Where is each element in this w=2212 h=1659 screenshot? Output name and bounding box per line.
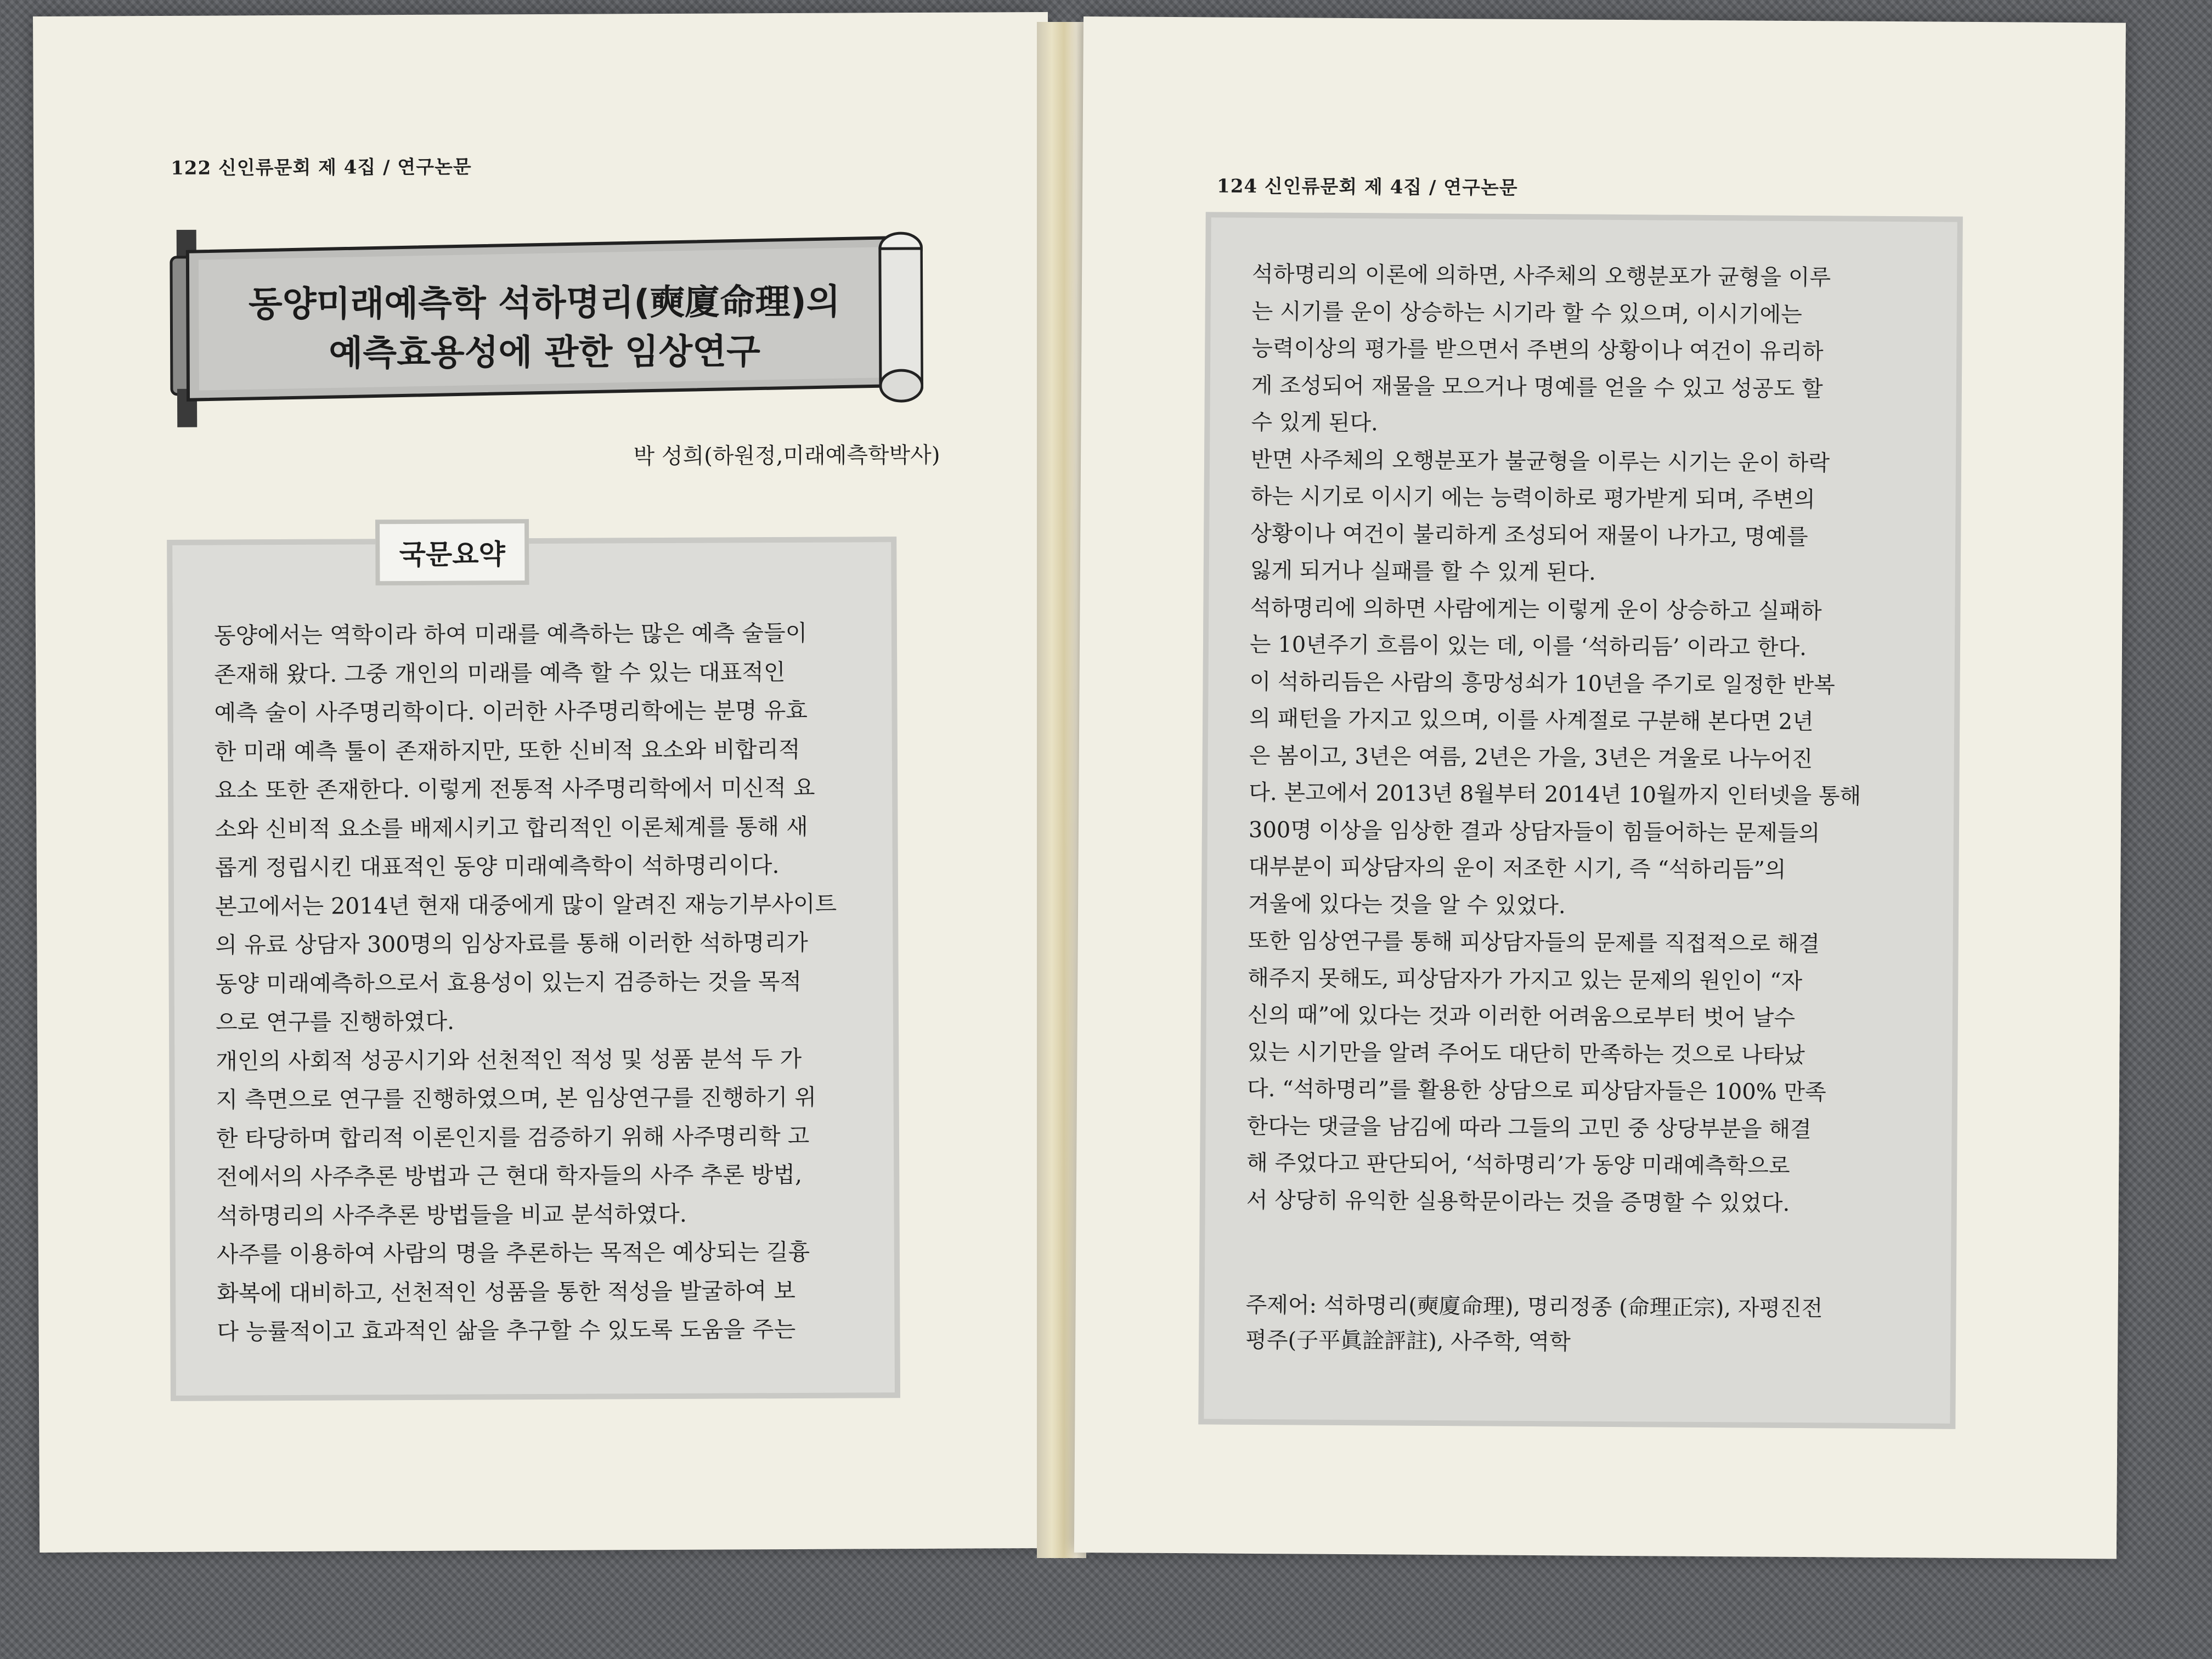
text-line: 다. “석하명리”를 활용한 상담으로 피상담자들은 100% 만족	[1246, 1076, 1826, 1105]
text-line: 의 유료 상담자 300명의 임상자료를 통해 이러한 석하명리가	[215, 929, 808, 958]
abstract-box	[167, 537, 900, 1401]
text-line: 겨울에 있다는 것을 알 수 있었다.	[1248, 891, 1566, 918]
text-line: 석하명리의 사주추론 방법들을 비교 분석하였다.	[216, 1200, 687, 1229]
text-line: 본고에서는 2014년 현재 대중에게 많이 알려진 재능기부사이트	[215, 890, 837, 920]
text-line: 다 능률적이고 효과적인 삶을 추구할 수 있도록 도움을 주는	[217, 1316, 796, 1345]
text-line: 는 시기를 운이 상승하는 시기라 할 수 있으며, 이시기에는	[1251, 298, 1803, 328]
text-line: 존재해 왔다. 그중 개인의 미래를 예측 할 수 있는 대표적인	[214, 658, 786, 688]
text-line: 석하명리의 이론에 의하면, 사주체의 오행분포가 균형을 이루	[1251, 261, 1831, 291]
text-line: 주제어: 석하명리(奭廈命理), 명리정종 (命理正宗), 자평진전	[1245, 1292, 1823, 1322]
text-line: 석하명리에 의하면 사람에게는 이렇게 운이 상승하고 실패하	[1250, 595, 1822, 624]
text-line: 사주를 이용하여 사람의 명을 추론하는 목적은 예상되는 길흉	[216, 1238, 810, 1268]
text-line: 이 석하리듬은 사람의 흥망성쇠가 10년을 주기로 일정한 반복	[1249, 669, 1835, 698]
text-line: 소와 신비적 요소를 배제시키고 합리적인 이론체계를 통해 새	[215, 813, 808, 843]
text-line: 신의 때”에 있다는 것과 이러한 어려움으로부터 벗어 날수	[1247, 1002, 1796, 1031]
text-line: 한 타당하며 합리적 이론인지를 검증하기 위해 사주명리학 고	[216, 1122, 810, 1152]
text-line: 예측 술이 사주명리학이다. 이러한 사주명리학에는 분명 유효	[214, 697, 808, 726]
summary-box	[1198, 212, 1962, 1429]
text-line: 게 조성되어 재물을 모으거나 명예를 얻을 수 있고 성공도 할	[1251, 373, 1823, 402]
text-line: 전에서의 사주추론 방법과 근 현대 학자들의 사주 추론 방법,	[216, 1161, 803, 1190]
text-line: 대부분이 피상담자의 운이 저조한 시기, 즉 “석하리듬”의	[1248, 854, 1786, 883]
text-line: 수 있게 된다.	[1251, 409, 1378, 436]
text-line: 또한 임상연구를 통해 피상담자들의 문제를 직접적으로 해결	[1248, 928, 1820, 957]
right-page	[1074, 16, 2126, 1559]
text-line: 지 측면으로 연구를 진행하였으며, 본 임상연구를 진행하기 위	[216, 1084, 817, 1113]
paper-title-line-2: 예측효용성에 관한 임상연구	[329, 331, 761, 374]
text-line: 으로 연구를 진행하였다.	[215, 1008, 455, 1036]
text-line: 요소 또한 존재한다. 이렇게 전통적 사주명리학에서 미신적 요	[215, 774, 815, 804]
text-line: 해 주었다고 판단되어, ‘석하명리’가 동양 미래예측학으로	[1246, 1150, 1790, 1179]
text-line: 300명 이상을 임상한 결과 상담자들이 힘들어하는 문제들의	[1248, 817, 1820, 846]
summary-body	[1246, 256, 1938, 1223]
text-line: 잃게 되거나 실패를 할 수 있게 된다.	[1250, 557, 1596, 585]
title-scroll-banner	[166, 227, 923, 394]
keywords	[1245, 1288, 1932, 1362]
text-line: 있는 시기만을 알려 주어도 대단히 만족하는 것으로 나타났	[1247, 1039, 1805, 1068]
text-line: 상황이나 여건이 불리하게 조성되어 재물이 나가고, 명예를	[1250, 521, 1808, 550]
abstract-heading: 국문요약	[375, 519, 529, 585]
text-line: 다. 본고에서 2013년 8월부터 2014년 10월까지 인터넷을 통해	[1249, 780, 1861, 809]
text-line: 평주(子平眞詮評註), 사주학, 역학	[1245, 1327, 1571, 1355]
text-line: 반면 사주체의 오행분포가 불균형을 이루는 시기는 운이 하락	[1250, 447, 1830, 476]
author-line: 박 성희(하원정,미래예측학박사)	[633, 442, 940, 470]
abstract-body	[214, 613, 865, 1351]
text-line: 동양 미래예측하으로서 효용성이 있는지 검증하는 것을 목적	[215, 968, 802, 997]
text-line: 개인의 사회적 성공시기와 선천적인 적성 및 성품 분석 두 가	[216, 1045, 802, 1075]
page-header: 122 신인류문회 제 4집 / 연구논문	[171, 156, 472, 179]
text-line: 한 미래 예측 툴이 존재하지만, 또한 신비적 요소와 비합리적	[214, 736, 800, 765]
text-line: 하는 시기로 이시기 에는 능력이하로 평가받게 되며, 주변의	[1250, 483, 1815, 513]
text-line: 서 상당히 유익한 실용학문이라는 것을 증명할 수 있었다.	[1246, 1187, 1790, 1216]
text-line: 의 패턴을 가지고 있으며, 이를 사계절로 구분해 본다면 2년	[1249, 706, 1814, 735]
text-line: 동양에서는 역학이라 하여 미래를 예측하는 많은 예측 술들이	[213, 619, 808, 649]
page-header: 124 신인류문회 제 4집 / 연구논문	[1216, 175, 1518, 199]
text-line: 해주지 못해도, 피상담자가 가지고 있는 문제의 원인이 “자	[1248, 965, 1803, 994]
text-line: 는 10년주기 흐름이 있는 데, 이를 ‘석하리듬’ 이라고 한다.	[1249, 631, 1807, 661]
paper-title-line-1: 동양미래예측학 석하명리(奭廈命理)의	[248, 281, 840, 325]
left-page	[33, 12, 1054, 1553]
text-line: 롭게 정립시킨 대표적인 동양 미래예측학이 석하명리이다.	[215, 852, 780, 881]
text-line: 은 봄이고, 3년은 여름, 2년은 가을, 3년은 겨울로 나누어진	[1249, 743, 1813, 772]
text-line: 능력이상의 평가를 받으면서 주변의 상황이나 여건이 유리하	[1251, 335, 1824, 365]
text-line: 화복에 대비하고, 선천적인 성품을 통한 적성을 발굴하여 보	[217, 1277, 796, 1307]
text-line: 한다는 댓글을 남김에 따라 그들의 고민 중 상당부분을 해결	[1246, 1113, 1812, 1142]
